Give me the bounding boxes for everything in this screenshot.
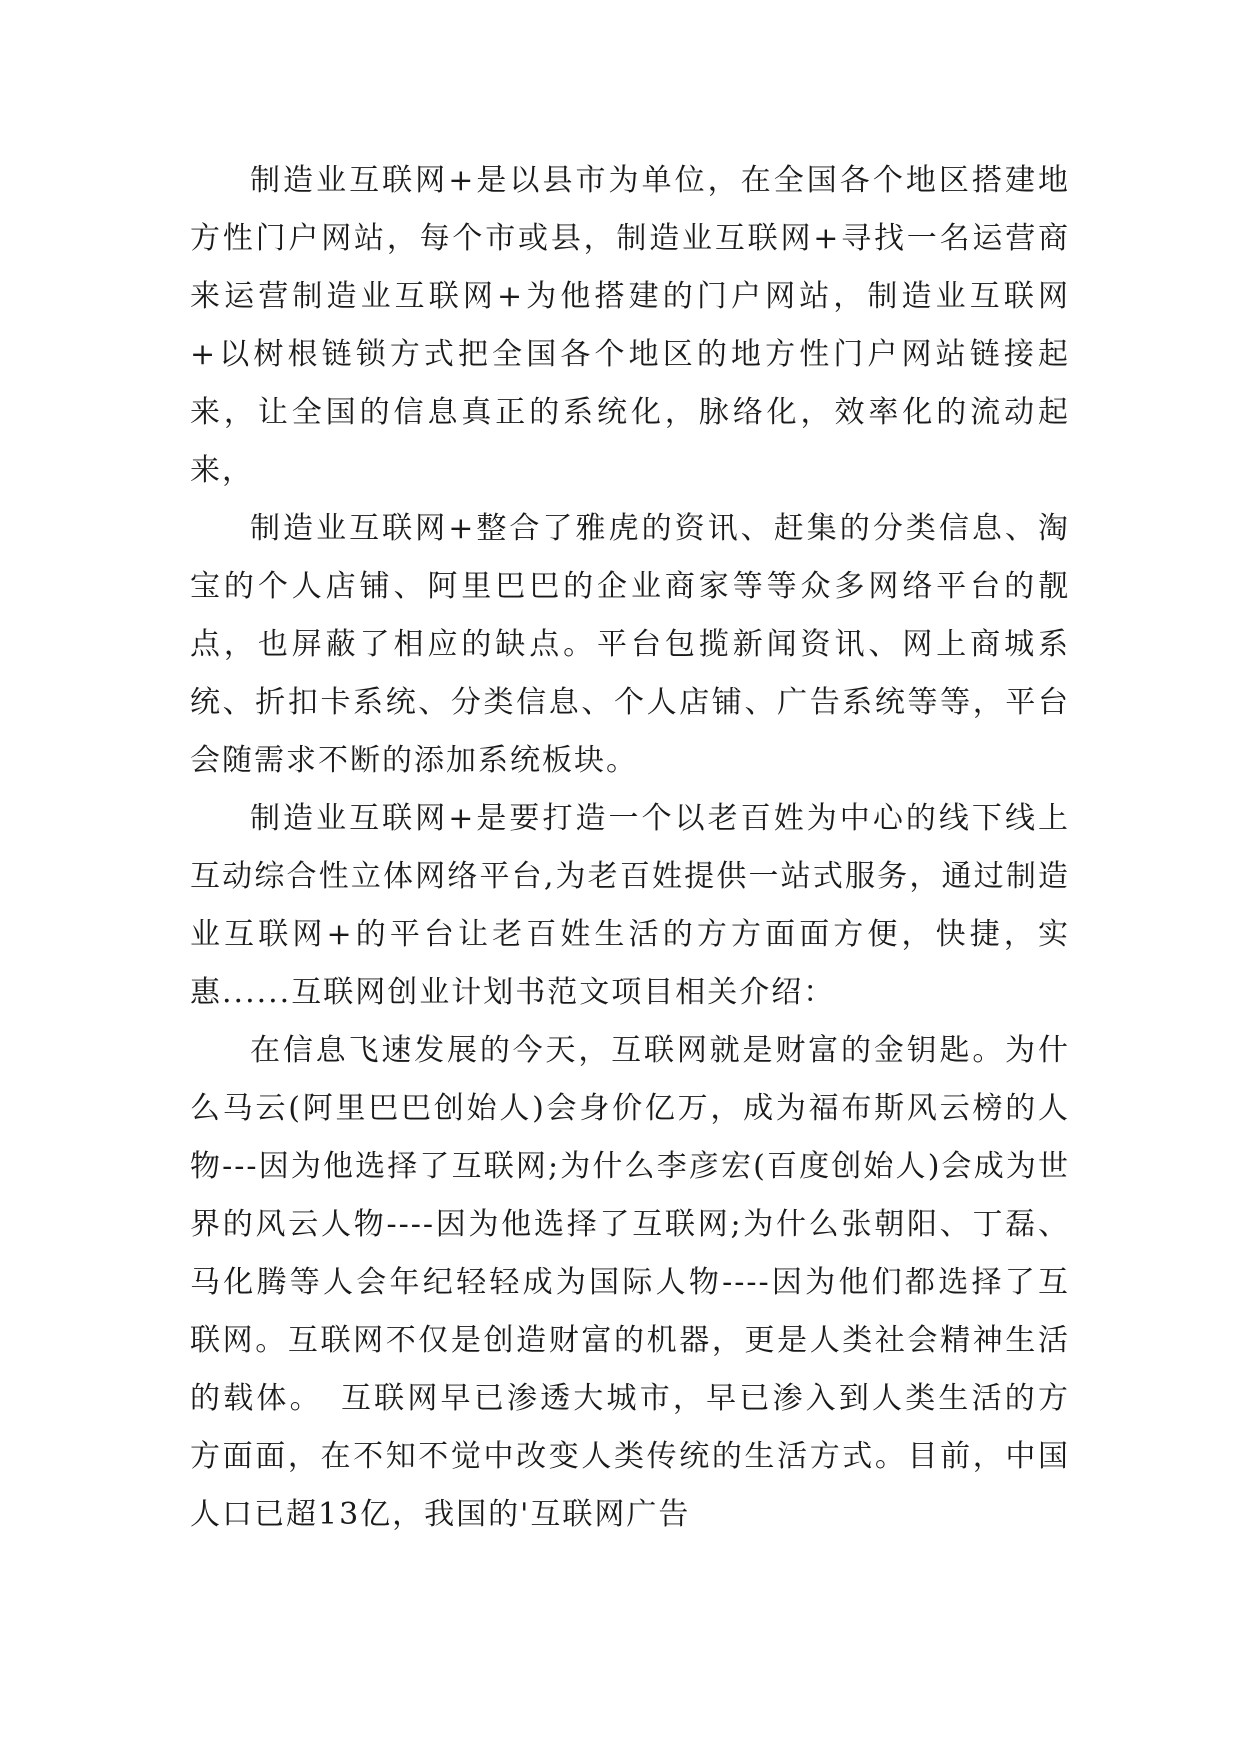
document-body — [190, 152, 1070, 1544]
paragraph: 制造业互联网+是以县市为单位，在全国各个地区搭建地方性门户网站，每个市或县，制造业互联网+寻找一名运营商来运营制造业互联网+为他搭建的门户网站，制造业互联网+以树根链锁方式把全国各个地区的地方性门户网站链接起来，让全国的信息真正的系统化，脉络化，效率化的流动起来， — [190, 163, 1070, 488]
paragraph: 制造业互联网+是要打造一个以老百姓为中心的线下线上互动综合性立体网络平台,为老百姓提供一站式服务，通过制造业互联网+的平台让老百姓生活的方方面面方便，快捷，实惠......互联网创业计划书范文项目相关介绍： — [190, 801, 1070, 1010]
paragraph: 在信息飞速发展的今天，互联网就是财富的金钥匙。为什么马云(阿里巴巴创始人)会身价亿万，成为福布斯风云榜的人物---因为他选择了互联网;为什么李彦宏(百度创始人)会成为世界的风云人物----因为他选择了互联网;为什么张朝阳、丁磊、马化腾等人会年纪轻轻成为国际人物----因为他们都选择了互联网。互联网不仅是创造财富的机器，更是人类社会精神生活的载体。 互联网早已渗透大城市，早已渗入到人类生活的方方面面，在不知不觉中改变人类传统的生活方式。目前，中国人口已超13亿，我国的'互联网广告 — [190, 1033, 1070, 1532]
paragraph: 制造业互联网+整合了雅虎的资讯、赶集的分类信息、淘宝的个人店铺、阿里巴巴的企业商家等等众多网络平台的靓点，也屏蔽了相应的缺点。平台包揽新闻资讯、网上商城系统、折扣卡系统、分类信息、个人店铺、广告系统等等，平台会随需求不断的添加系统板块。 — [190, 511, 1070, 778]
